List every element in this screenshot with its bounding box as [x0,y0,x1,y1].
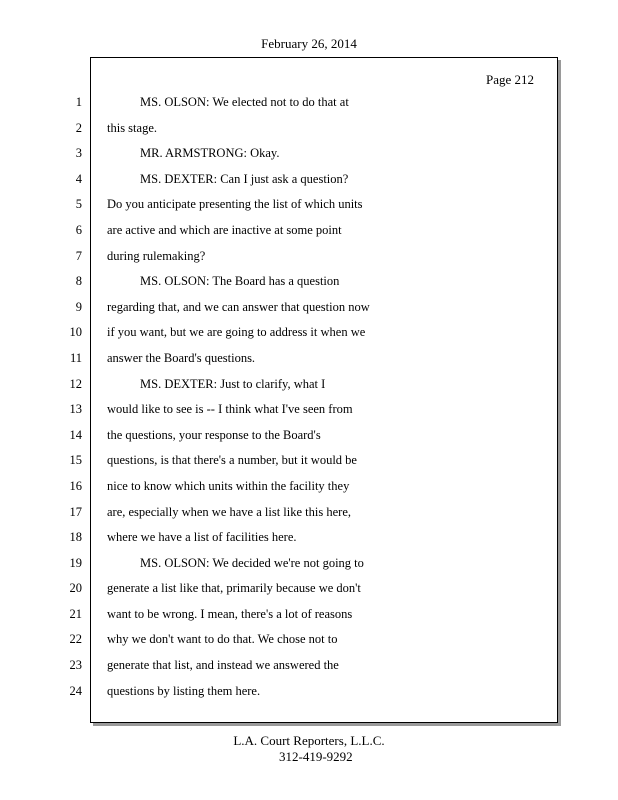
line-text: answer the Board's questions. [107,350,256,365]
line-number: 5 [75,197,82,212]
line-number: 6 [75,222,82,237]
transcript-lines [0,90,618,704]
line-number: 9 [75,299,82,314]
line-number: 14 [69,427,82,442]
line-text: the questions, your response to the Board's [107,427,321,442]
line-number: 21 [69,606,82,621]
line-number: 22 [69,632,82,647]
line-text: MS. DEXTER: Can I just ask a question? [140,171,349,186]
transcript-line [0,602,618,628]
transcript-line [0,218,618,244]
line-text: regarding that, and we can answer that question now [107,299,370,314]
line-text: want to be wrong. I mean, there's a lot of reasons [107,606,353,621]
line-number: 20 [69,581,82,596]
reporter-phone: 312-419-9292 [279,749,353,764]
line-number: 23 [69,658,82,673]
line-number: 17 [69,504,82,519]
line-number: 12 [69,376,82,391]
line-number: 4 [75,171,82,186]
transcript-line [0,269,618,295]
line-text: during rulemaking? [107,248,206,263]
line-text: MS. OLSON: The Board has a question [140,274,340,289]
line-number: 18 [69,530,82,545]
transcript-line [0,90,618,116]
line-number: 8 [75,274,82,289]
line-number: 13 [69,402,82,417]
line-text: are active and which are inactive at some point [107,222,342,237]
line-number: 16 [69,478,82,493]
reporter-firm: L.A. Court Reporters, L.L.C. [233,733,385,748]
line-text: MS. OLSON: We elected not to do that at [140,95,349,109]
line-number: 7 [75,248,82,263]
transcript-line [0,346,618,372]
line-text: MS. OLSON: We decided we're not going to [140,555,364,570]
transcript-line [0,448,618,474]
transcript-line [0,397,618,423]
line-number: 10 [69,325,82,340]
transcript-line [0,141,618,167]
line-number: 1 [75,95,82,109]
footer [0,733,618,764]
line-text: would like to see is -- I think what I've seen from [107,402,353,417]
line-number: 11 [69,350,82,365]
line-number: 3 [75,146,82,161]
line-text: if you want, but we are going to address it when we [107,325,366,340]
line-text: Do you anticipate presenting the list of which units [107,197,363,212]
line-number: 19 [69,555,82,570]
transcript-line [0,372,618,398]
transcript-line [0,474,618,500]
line-text: MR. ARMSTRONG: Okay. [140,146,280,161]
line-text: questions by listing them here. [107,683,261,698]
transcript-line [0,192,618,218]
transcript-line [0,320,618,346]
line-text: nice to know which units within the facility they [107,478,350,493]
transcript-line [0,525,618,551]
transcript-line [0,116,618,142]
line-text: where we have a list of facilities here. [107,530,297,545]
transcript-line [0,653,618,679]
transcript-line [0,167,618,193]
line-number: 15 [69,453,82,468]
line-text: this stage. [107,120,157,135]
transcript-line [0,295,618,321]
line-text: generate that list, and instead we answered the [107,658,339,673]
line-number: 2 [75,120,82,135]
line-text: are, especially when we have a list like this here, [107,504,352,519]
page-number: Page 212 [486,72,535,87]
line-text: questions, is that there's a number, but it would be [107,453,357,468]
transcript-line [0,423,618,449]
line-text: MS. DEXTER: Just to clarify, what I [140,376,326,391]
transcript-line [0,551,618,577]
transcript-line [0,627,618,653]
line-number: 24 [69,683,82,698]
line-text: why we don't want to do that. We chose not to [107,632,338,647]
transcript-line [0,500,618,526]
transcript-line [0,244,618,270]
transcript-line [0,679,618,705]
transcript-date: February 26, 2014 [261,36,357,51]
line-text: generate a list like that, primarily because we don't [107,581,361,596]
transcript-line [0,576,618,602]
